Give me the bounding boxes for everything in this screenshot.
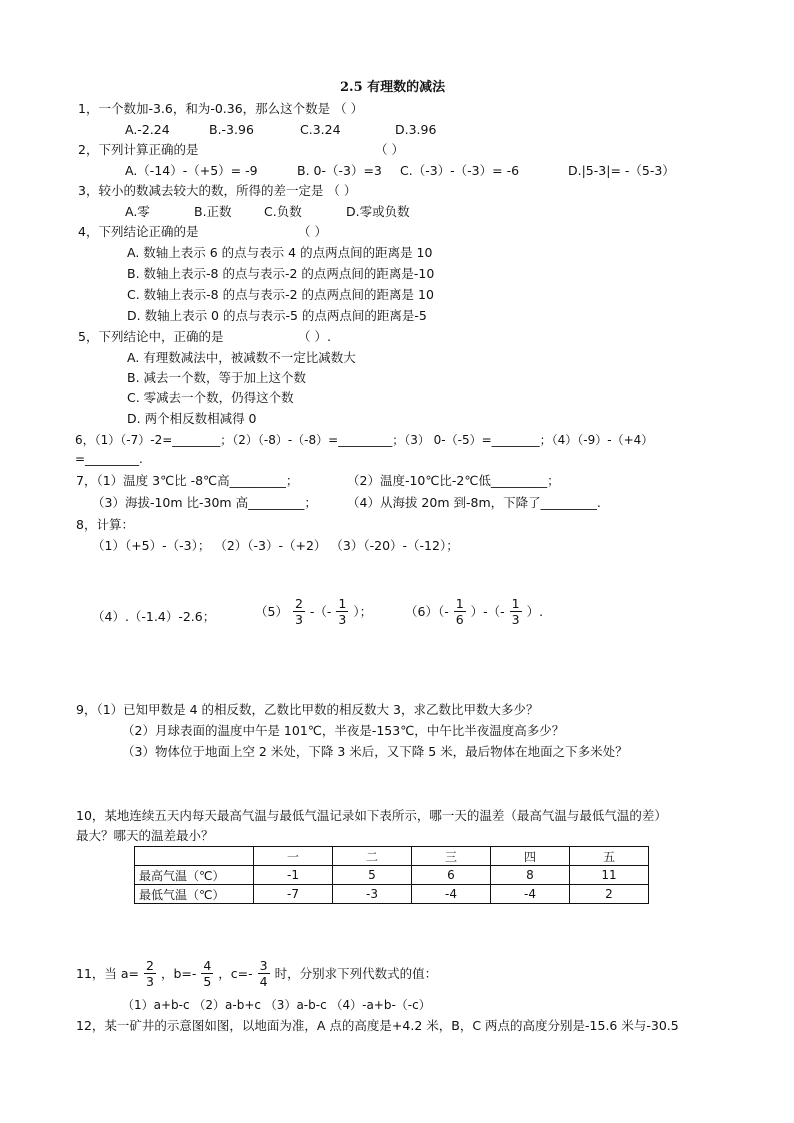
q8-part5-mid: -（-: [309, 604, 332, 619]
q9-part2: （2）月球表面的温度中午是 101℃，半夜是-153℃，中午比半夜温度高多少？: [122, 723, 565, 738]
q4-option-c: C. 数轴上表示-8 的点与表示-2 的点两点间的距离是 10: [127, 287, 434, 302]
fraction: $\frac{1}{3}$: [338, 596, 347, 627]
q3-stem: 3，较小的数减去较大的数，所得的差一定是 （ ）: [78, 183, 357, 198]
table-cell: -1: [254, 866, 333, 885]
q5-option-b: B. 减去一个数，等于加上这个数: [127, 370, 307, 385]
table-cell: 最高气温（℃）: [135, 866, 254, 885]
q3-option-b: B.正数: [194, 204, 232, 219]
q11-prefix: 11，当 a=: [76, 966, 140, 981]
q11-stem: [76, 958, 437, 989]
table-header-cell: 三: [412, 847, 491, 866]
q5-paren: （ ）.: [298, 329, 331, 344]
q1-option-d: D.3.96: [395, 122, 437, 137]
q8-row1: （1）（+5）-（-3）； （2）（-3）-（+2） （3）（-20）-（-12）；: [92, 538, 459, 553]
q8-part6-mid: ）-（-: [470, 604, 505, 619]
fraction: $\frac{1}{6}$: [455, 596, 464, 627]
q5-option-a: A. 有理数减法中，被减数不一定比减数大: [127, 350, 356, 365]
fraction: $\frac{3}{4}$: [259, 958, 268, 989]
q5-option-c: C. 零减去一个数，仍得这个数: [127, 390, 294, 405]
q8-part5-end: ）；: [353, 604, 373, 619]
table-cell: -4: [412, 885, 491, 904]
q8-part4: （4）.（-1.4）-2.6；: [92, 609, 216, 624]
q7-part3: （3）海拔-10m 比-30m 高_________；: [92, 495, 317, 510]
table-cell: 最低气温（℃）: [135, 885, 254, 904]
table-header-cell: 五: [570, 847, 649, 866]
q8-part5-label: （5）: [255, 604, 288, 619]
table-row: [135, 866, 649, 885]
temperature-table: [134, 846, 649, 904]
q2-paren: （ ）: [375, 142, 404, 157]
fraction: $\frac{1}{3}$: [511, 596, 520, 627]
table-header-cell: 一: [254, 847, 333, 866]
q1-option-a: A.-2.24: [125, 122, 170, 137]
fraction: $\frac{2}{3}$: [146, 958, 154, 989]
q7-part2: （2）温度-10℃比-2℃低_________；: [347, 473, 560, 488]
table-header-row: [135, 847, 649, 866]
page-title: 2.5 有理数的减法: [340, 80, 446, 95]
q2-stem: 2，下列计算正确的是: [78, 142, 199, 157]
q7-part4: （4）从海拔 20m 到-8m，下降了_________.: [347, 495, 601, 510]
q8-stem: 8，计算：: [76, 517, 134, 532]
table-cell: 8: [491, 866, 570, 885]
q8-part5: [255, 596, 372, 627]
q6-line2: =_________.: [75, 452, 143, 466]
table-cell: -4: [491, 885, 570, 904]
q1-option-c: C.3.24: [300, 122, 341, 137]
q3-option-c: C.负数: [264, 204, 302, 219]
q2-option-d: D.|5-3|= -（5-3）: [568, 163, 675, 178]
q3-option-d: D.零或负数: [346, 204, 410, 219]
q2-option-c: C.（-3）-（-3）= -6: [400, 163, 520, 178]
table-header-cell: 四: [491, 847, 570, 866]
q8-part6-label: （6）（-: [405, 604, 449, 619]
table-header-cell: [135, 847, 254, 866]
q4-stem: 4，下列结论正确的是: [78, 224, 199, 239]
q6-line1: 6，（1）（-7）-2=________；（2）（-8）-（-8）=_________；（3） 0-（-5）=________；（4）（-9）-（+4）: [75, 433, 654, 447]
q2-option-b: B. 0-（-3）=3: [297, 163, 382, 178]
q11-c: ，c=-: [218, 966, 253, 981]
q8-part6-end: ）.: [526, 604, 544, 619]
q1-stem: 1，一个数加-3.6，和为-0.36，那么这个数是 （ ）: [78, 101, 364, 116]
q4-paren: （ ）: [298, 224, 327, 239]
q4-option-b: B. 数轴上表示-8 的点与表示-2 的点两点间的距离是-10: [127, 266, 435, 281]
q4-option-a: A. 数轴上表示 6 的点与表示 4 的点两点间的距离是 10: [127, 245, 433, 260]
q12-line1: 12，某一矿井的示意图如图，以地面为准，A 点的高度是+4.2 米，B，C 两点的高度分别是-15.6 米与-30.5: [76, 1018, 679, 1033]
q8-part6: [405, 596, 543, 627]
table-cell: 11: [570, 866, 649, 885]
q9-part3: （3）物体位于地面上空 2 米处，下降 3 米后，又下降 5 米，最后物体在地面之下多米处？: [122, 744, 628, 759]
q10-line1: 10，某地连续五天内每天最高气温与最低气温记录如下表所示，哪一天的温差（最高气温与最低气温的差）: [76, 808, 667, 823]
q7-part1: 7，（1）温度 3℃比 -8℃高_________；: [76, 473, 299, 488]
fraction: $\frac{4}{5}$: [203, 958, 212, 989]
table-header-cell: 二: [333, 847, 412, 866]
q10-line2: 最大？哪天的温差最小？: [76, 828, 214, 843]
q11-parts: （1）a+b-c （2）a-b+c （3）a-b-c （4）-a+b-（-c）: [122, 998, 431, 1012]
q11-suffix: 时，分别求下列代数式的值：: [274, 966, 438, 981]
q2-option-a: A.（-14）-（+5）= -9: [125, 163, 258, 178]
table-cell: 6: [412, 866, 491, 885]
table-cell: -3: [333, 885, 412, 904]
q4-option-d: D. 数轴上表示 0 的点与表示-5 的点两点间的距离是-5: [127, 308, 427, 323]
table-cell: 2: [570, 885, 649, 904]
q5-stem: 5，下列结论中，正确的是: [78, 329, 224, 344]
table-cell: 5: [333, 866, 412, 885]
table-cell: -7: [254, 885, 333, 904]
q1-option-b: B.-3.96: [209, 122, 254, 137]
q9-part1: 9，（1）已知甲数是 4 的相反数，乙数比甲数的相反数大 3，求乙数比甲数大多少？: [76, 702, 539, 717]
table-row: [135, 885, 649, 904]
q5-option-d: D. 两个相反数相减得 0: [127, 411, 257, 426]
q11-b: ，b=-: [160, 966, 197, 981]
fraction: $\frac{2}{3}$: [294, 596, 303, 627]
q3-option-a: A.零: [125, 204, 150, 219]
